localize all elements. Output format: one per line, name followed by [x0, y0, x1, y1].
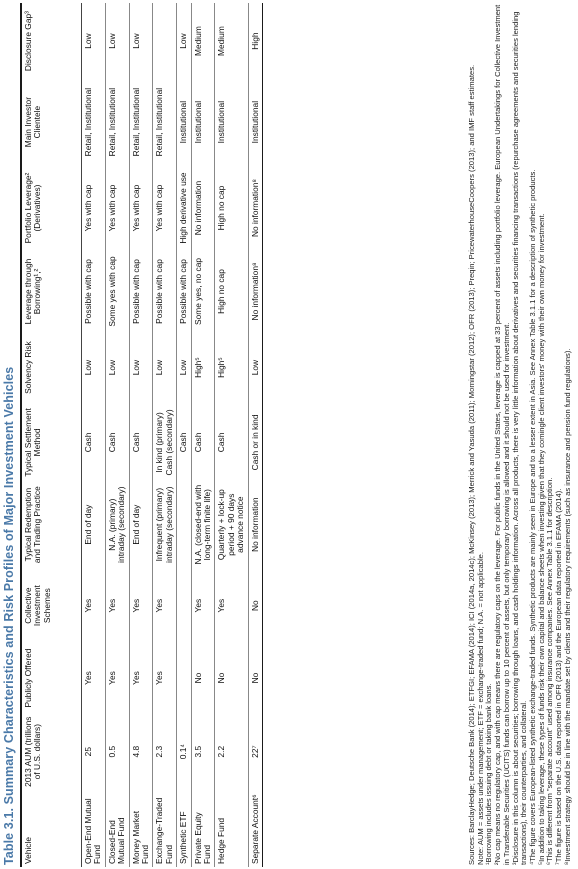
- table-cell: Cash: [191, 403, 215, 482]
- table-cell: [177, 644, 191, 713]
- footnote: Sources: BarclayHedge; Deutsche Bank (2014); ETFGI; EFAMA (2014); ICI (2014a, 2014c); McKinsey (2013); Merrick and Yasuda (2011); Morningstar (2012); OFR (2013); Preqin; PricewaterhouseCoopers (2013); and IMF staff estimates.: [467, 64, 476, 865]
- table-cell: Yes: [82, 644, 106, 713]
- table-cell: 2.3: [153, 712, 177, 791]
- table-cell: Institutional: [191, 79, 215, 165]
- vehicle-name-cell: Separate Account⁶: [248, 791, 262, 867]
- vehicle-name-cell: Hedge Fund: [215, 791, 248, 867]
- footnote: ¹Borrowing includes issuing debt or taking bank loans.: [484, 683, 494, 865]
- table-cell: 3.5: [191, 712, 215, 791]
- table-cell: [177, 482, 191, 568]
- table-cell: 0.5: [105, 712, 129, 791]
- footnote: ⁵In addition to taking leverage, these types of funds risk their own capital and balance sheets when investing given that they comingle client investors' money with their own money for investment.: [536, 213, 546, 865]
- table-cell: Retail, Institutional: [129, 79, 153, 165]
- table-cell: 0.1⁴: [177, 712, 191, 791]
- table-cell: Yes with cap: [105, 165, 129, 251]
- footnote: ⁴The figure covers European-listed synthetic exchange-traded funds. Synthetic products are mainly seen in Europe and to a lesser extent in Asia. See Annex Table 3.1.1 for a description of synthetic products.: [527, 169, 537, 865]
- table-row: [177, 3, 191, 867]
- column-header: Collective Investment Schemes: [21, 568, 82, 644]
- table-cell: Low: [105, 332, 129, 403]
- column-header: Typical Settlement Method: [21, 403, 82, 482]
- table-cell: [153, 3, 177, 79]
- table-cell: 4.8: [129, 712, 153, 791]
- table-cell: Some yes, no cap: [191, 251, 215, 332]
- table-row: [215, 3, 248, 867]
- table-cell: Cash: [215, 403, 248, 482]
- table-cell: 25: [82, 712, 106, 791]
- table-cell: Retail, Institutional: [153, 79, 177, 165]
- table-cell: Cash: [177, 403, 191, 482]
- column-header: Portfolio Leverage² (Derivatives): [21, 165, 82, 251]
- vehicle-name-cell: Closed-End Mutual Fund: [105, 791, 129, 867]
- table-cell: Medium: [191, 3, 215, 79]
- table-cell: No: [215, 644, 248, 713]
- table-cell: No: [248, 568, 262, 644]
- table-cell: Infrequent (primary) intraday (secondary): [153, 482, 177, 568]
- table-cell: Quarterly + lock-up period + 90 days advance notice: [215, 482, 248, 568]
- header-row: [21, 3, 82, 867]
- vehicle-name-cell: Private Equity Fund: [191, 791, 215, 867]
- table-cell: Low: [177, 332, 191, 403]
- vehicle-name-cell: Exchange-Traded Fund: [153, 791, 177, 867]
- table-cell: N.A. (closed-end with long-term finite life): [191, 482, 215, 568]
- table-cell: No information: [248, 482, 262, 568]
- table-cell: Yes: [105, 644, 129, 713]
- table-row: [153, 3, 177, 867]
- column-header: Solvency Risk: [21, 332, 82, 403]
- vehicle-name-cell: Synthetic ETF: [177, 791, 191, 867]
- table-cell: High no cap: [215, 251, 248, 332]
- vehicle-name-cell: Open-End Mutual Fund: [82, 791, 106, 867]
- table-cell: Some yes with cap: [105, 251, 129, 332]
- table-cell: Cash: [129, 403, 153, 482]
- footnote: ³Disclosure in this column is about securities; borrowing through loans, and cash holdings information. Across all products, there is very little information about derivatives and securities financing transactions (repurchase agreements and securities lending transactions), their counterparties, and collateral.: [510, 11, 529, 865]
- table-cell: No information⁸: [248, 165, 262, 251]
- table-row: [129, 3, 153, 867]
- table-cell: Institutional: [248, 79, 262, 165]
- column-header: Publicly Offered: [21, 644, 82, 713]
- table-cell: Possible with cap: [129, 251, 153, 332]
- table-cell: High⁵: [191, 332, 215, 403]
- table-cell: Retail, Institutional: [82, 79, 106, 165]
- table-cell: Institutional: [177, 79, 191, 165]
- table-cell: Possible with cap: [153, 251, 177, 332]
- table-cell: No information⁸: [248, 251, 262, 332]
- table-row: [248, 3, 262, 867]
- table-cell: 22⁷: [248, 712, 262, 791]
- table-cell: Yes with cap: [82, 165, 106, 251]
- table-cell: Retail, Institutional: [105, 79, 129, 165]
- table-cell: Yes: [153, 568, 177, 644]
- table-cell: Yes with cap: [153, 165, 177, 251]
- table-cell: Yes: [191, 568, 215, 644]
- table-cell: Low: [129, 3, 153, 79]
- column-header: Disclosure Gap³: [21, 3, 82, 79]
- column-header: Typical Redemption and Trading Practice: [21, 482, 82, 568]
- table-cell: Yes: [129, 644, 153, 713]
- table-cell: No: [191, 644, 215, 713]
- table-cell: In kind (primary) Cash (secondary): [153, 403, 177, 482]
- table-cell: Cash: [105, 403, 129, 482]
- table-cell: High: [248, 3, 262, 79]
- table-cell: High⁵: [215, 332, 248, 403]
- table-cell: Low: [153, 332, 177, 403]
- column-header: Main Investor Clientele: [21, 79, 82, 165]
- table-cell: High no cap: [215, 165, 248, 251]
- table-row: [105, 3, 129, 867]
- table-cell: Low: [82, 3, 106, 79]
- table-cell: Yes with cap: [129, 165, 153, 251]
- footnote: ⁶This is different from "separate account" used among insurance companies. See Annex Table 3.1.1 for description.: [545, 477, 555, 865]
- table-cell: Institutional: [215, 79, 248, 165]
- table-cell: Cash: [82, 403, 106, 482]
- table-cell: 2.2: [215, 712, 248, 791]
- footnote: ⁷The figure is based on the U.S. data reported in OFR (2013) and the European data reported in EFAMA (2014).: [554, 488, 564, 865]
- table-cell: Low: [248, 332, 262, 403]
- footnote: ²No cap means no regulatory cap, and with cap means there are regulatory caps on the leverage. For public funds in the United States, leverage is capped at 33 percent of assets including portfolio leverage. European Undertakings for Collective Investment in Transferable Securities (UCITS) funds can borrow up to 10 percent of assets, but only temporary borrowing is allowed and it should not be used for investment.: [493, 4, 511, 865]
- table-cell: Possible with cap: [177, 251, 191, 332]
- table-cell: Low: [105, 3, 129, 79]
- table-row: [191, 3, 215, 867]
- table-cell: Low: [129, 332, 153, 403]
- table-cell: No: [248, 644, 262, 713]
- footnote: Note: AUM = assets under management; ETF = exchange-traded fund; N.A. = not applicable.: [475, 552, 485, 865]
- table-cell: Yes: [153, 644, 177, 713]
- table-cell: Yes: [215, 568, 248, 644]
- table-cell: Yes: [129, 568, 153, 644]
- table-cell: N.A. (primary) intraday (secondary): [105, 482, 129, 568]
- table-cell: Cash or in kind: [248, 403, 262, 482]
- summary-table: [20, 3, 263, 867]
- table-row: [82, 3, 106, 867]
- table-cell: End of day: [129, 482, 153, 568]
- column-header: Leverage through Borrowing¹,²: [21, 251, 82, 332]
- table-cell: Yes: [82, 568, 106, 644]
- table-cell: End of day: [82, 482, 106, 568]
- table-title: Table 3.1. Summary Characteristics and Risk Profiles of Major Investment Vehicles: [2, 366, 16, 865]
- table-cell: High derivative use: [177, 165, 191, 251]
- column-header: 2013 AUM (trillions of U.S. dollars): [21, 712, 82, 791]
- table-cell: Yes: [105, 568, 129, 644]
- table-cell: Medium: [215, 3, 248, 79]
- table-cell: [177, 568, 191, 644]
- table-cell: No information: [191, 165, 215, 251]
- footnote: ⁸Investment strategy should be in line with the mandate set by clients and their regulatory requirements (such as insurance and pension fund regulations).: [562, 348, 572, 865]
- table-cell: Possible with cap: [82, 251, 106, 332]
- vehicle-name-cell: Money Market Fund: [129, 791, 153, 867]
- table-cell: Low: [177, 3, 191, 79]
- table-cell: Low: [82, 332, 106, 403]
- table-notes: [468, 3, 572, 865]
- column-header: Vehicle: [21, 791, 82, 867]
